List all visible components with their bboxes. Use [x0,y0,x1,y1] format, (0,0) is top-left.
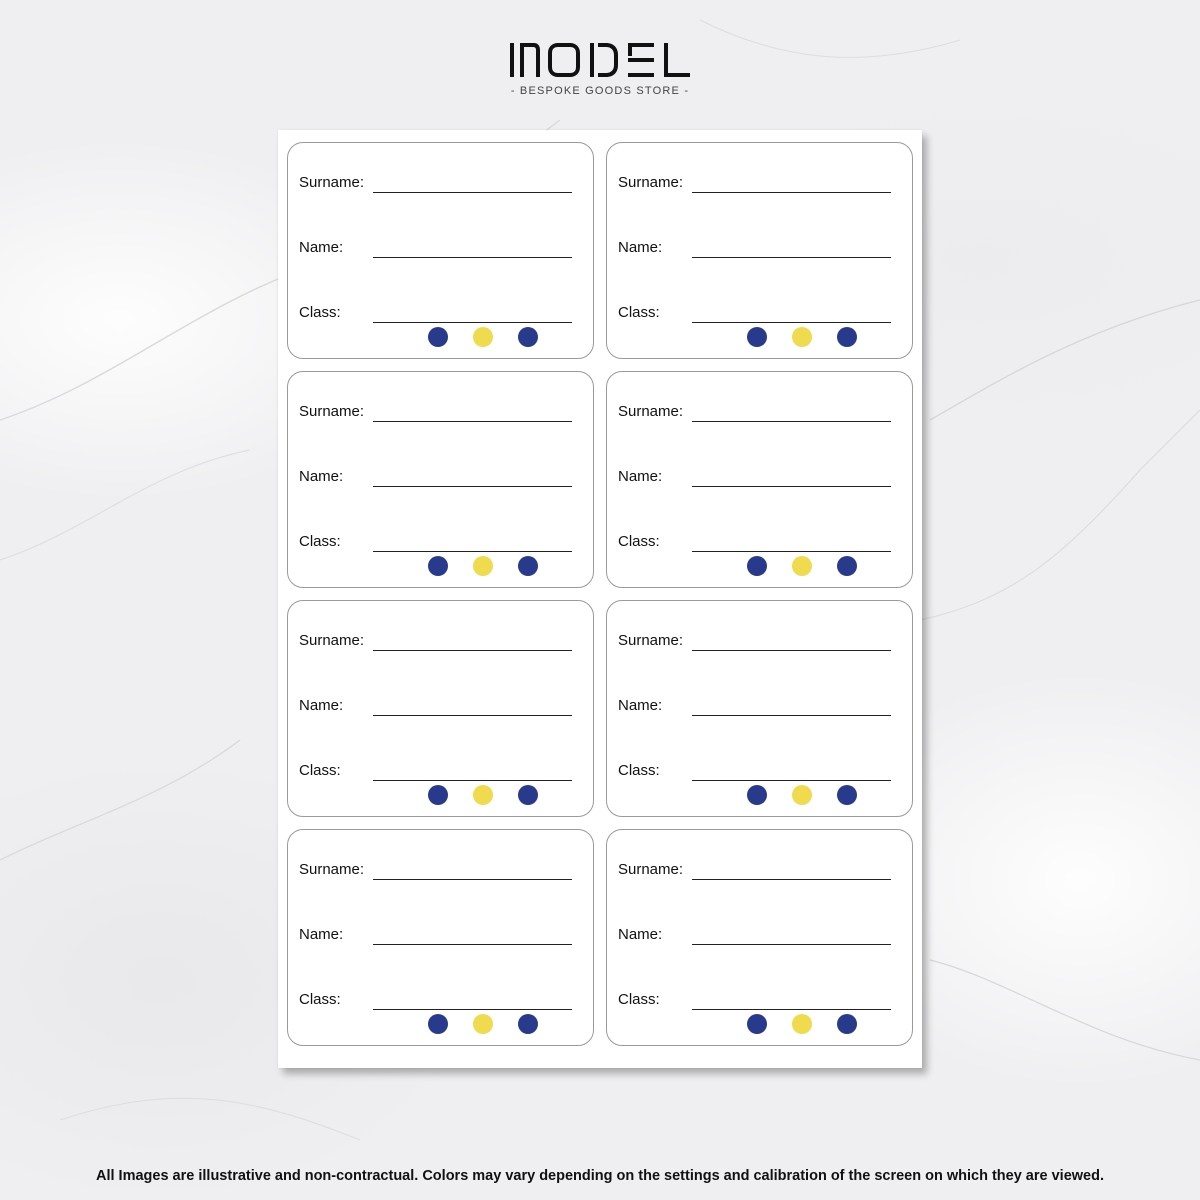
name-write-line [373,944,572,945]
name-label-card [287,829,594,1046]
surname-row [618,171,891,193]
class-write-line [692,780,891,781]
dot-icon [747,556,767,576]
name-label-card [287,371,594,588]
class-write-line [692,551,891,552]
dot-icon [837,1014,857,1034]
dot-icon [518,785,538,805]
class-field-label: Class: [299,533,341,550]
class-row [299,301,572,323]
name-field-label: Name: [299,697,344,714]
dot-icon [792,785,812,805]
name-label-card [287,142,594,359]
surname-field-label: Surname: [618,174,684,191]
dot-icon [473,785,493,805]
dot-icon [837,327,857,347]
label-sheet [278,130,922,1068]
surname-field-label: Surname: [299,632,365,649]
class-field-label: Class: [299,304,341,321]
surname-field-label: Surname: [299,174,365,191]
name-row [299,694,572,716]
name-field-label: Name: [618,468,663,485]
name-row [299,465,572,487]
class-row [299,759,572,781]
class-field-label: Class: [299,762,341,779]
dot-icon [518,556,538,576]
surname-row [299,171,572,193]
class-field-label: Class: [618,304,660,321]
dot-icon [428,785,448,805]
dot-icon [747,785,767,805]
decorative-dots [747,1014,859,1034]
name-row [299,236,572,258]
class-write-line [373,1009,572,1010]
surname-write-line [373,879,572,880]
name-field-label: Name: [299,468,344,485]
dot-icon [792,556,812,576]
surname-write-line [692,650,891,651]
class-row [299,530,572,552]
dot-icon [428,1014,448,1034]
disclaimer-text: All Images are illustrative and non-contractual. Colors may vary depending on the settings and calibration of the screen on which they are viewed. [96,1168,1104,1184]
name-field-label: Name: [618,926,663,943]
dot-icon [428,327,448,347]
surname-write-line [373,421,572,422]
brand-tagline: - BESPOKE GOODS STORE - [510,85,690,97]
dot-icon [792,1014,812,1034]
dot-icon [473,556,493,576]
dot-icon [473,1014,493,1034]
class-field-label: Class: [618,991,660,1008]
decorative-dots [428,1014,540,1034]
decorative-dots [747,556,859,576]
dot-icon [747,1014,767,1034]
class-row [618,301,891,323]
surname-row [618,858,891,880]
surname-field-label: Surname: [299,403,365,420]
name-write-line [692,715,891,716]
name-write-line [373,257,572,258]
name-write-line [692,486,891,487]
name-row [299,923,572,945]
dot-icon [747,327,767,347]
class-write-line [373,551,572,552]
class-write-line [692,1009,891,1010]
surname-row [618,629,891,651]
dot-icon [837,785,857,805]
surname-row [299,629,572,651]
name-write-line [692,257,891,258]
class-write-line [692,322,891,323]
surname-write-line [692,879,891,880]
decorative-dots [428,556,540,576]
dot-icon [518,1014,538,1034]
surname-field-label: Surname: [618,403,684,420]
surname-field-label: Surname: [618,861,684,878]
name-write-line [692,944,891,945]
class-write-line [373,780,572,781]
name-row [618,694,891,716]
dot-icon [792,327,812,347]
surname-write-line [692,192,891,193]
name-label-card [287,600,594,817]
label-grid [287,142,913,1046]
class-row [618,530,891,552]
name-field-label: Name: [299,926,344,943]
name-row [618,923,891,945]
class-row [299,988,572,1010]
name-field-label: Name: [618,239,663,256]
dot-icon [428,556,448,576]
surname-row [299,400,572,422]
class-field-label: Class: [618,533,660,550]
dot-icon [518,327,538,347]
name-label-card [606,829,913,1046]
decorative-dots [747,327,859,347]
class-field-label: Class: [618,762,660,779]
model-logo-mark [508,40,692,80]
class-row [618,988,891,1010]
dot-icon [837,556,857,576]
name-row [618,236,891,258]
name-label-card [606,600,913,817]
decorative-dots [747,785,859,805]
name-field-label: Name: [618,697,663,714]
name-label-card [606,371,913,588]
decorative-dots [428,327,540,347]
class-write-line [373,322,572,323]
dot-icon [473,327,493,347]
surname-field-label: Surname: [618,632,684,649]
surname-field-label: Surname: [299,861,365,878]
name-label-card [606,142,913,359]
surname-row [299,858,572,880]
surname-row [618,400,891,422]
name-field-label: Name: [299,239,344,256]
name-write-line [373,715,572,716]
decorative-dots [428,785,540,805]
surname-write-line [692,421,891,422]
class-field-label: Class: [299,991,341,1008]
name-row [618,465,891,487]
surname-write-line [373,650,572,651]
class-row [618,759,891,781]
surname-write-line [373,192,572,193]
name-write-line [373,486,572,487]
